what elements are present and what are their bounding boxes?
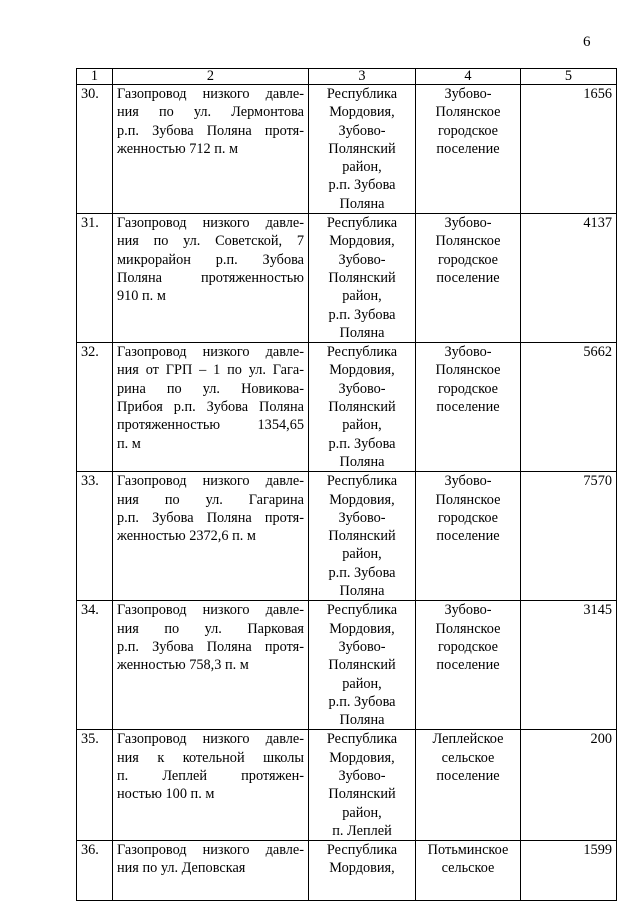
object-name-line: ния по ул. Гагарина (117, 491, 304, 508)
location-line: Мордовия, (329, 749, 395, 766)
column-number-row (77, 69, 617, 85)
object-name (113, 472, 309, 601)
settlement-line: Зубово- (444, 473, 492, 490)
location-line: Полянский (328, 269, 396, 286)
object-name-line: Газопровод низкого давле- (117, 731, 304, 748)
settlement-line: сельское (441, 860, 495, 877)
location-line: Зубово- (338, 509, 386, 526)
table-row (77, 85, 617, 214)
settlement-line: Полянское (435, 233, 501, 250)
location-line: Полянский (328, 528, 396, 545)
settlement (416, 214, 521, 343)
object-name-line: ностью 100 п. м (117, 786, 215, 803)
object-name-line: Газопровод низкого давле- (117, 344, 304, 361)
table-row (77, 601, 617, 730)
page-number: 6 (583, 34, 591, 50)
row-number: 33. (77, 472, 113, 601)
settlement-line: городское (437, 509, 499, 526)
location-line: Зубово- (338, 638, 386, 655)
location-line: Республика (326, 602, 398, 619)
object-name-line: Прибоя р.п. Зубова Поляна (117, 399, 304, 416)
location-line: Полянский (328, 786, 396, 803)
row-number: 34. (77, 601, 113, 730)
object-name-line: Газопровод низкого давле- (117, 86, 304, 102)
row-number: 32. (77, 343, 113, 472)
settlement-line: Полянское (435, 620, 501, 637)
object-location (309, 85, 416, 214)
settlement-line: Полянское (435, 491, 501, 508)
table-row (77, 343, 617, 472)
object-location (309, 601, 416, 730)
object-name (113, 85, 309, 214)
object-name-line: ния по ул. Лермонтова (117, 104, 304, 121)
location-line: Полянский (328, 657, 396, 674)
location-line: район, (342, 546, 382, 563)
settlement (416, 343, 521, 472)
object-name-line: Газопровод низкого давле- (117, 473, 304, 490)
object-value: 3145 (521, 601, 617, 730)
settlement-line: поселение (436, 657, 500, 674)
location-line: Республика (326, 86, 398, 102)
row-number: 35. (77, 730, 113, 841)
location-line: район, (342, 417, 382, 434)
table-row (77, 472, 617, 601)
object-value: 5662 (521, 343, 617, 472)
settlement-line: городское (437, 638, 499, 655)
object-name-line: рина по ул. Новикова- (117, 380, 304, 397)
object-location (309, 472, 416, 601)
settlement (416, 85, 521, 214)
object-location (309, 214, 416, 343)
location-line: Поляна (339, 324, 385, 341)
location-line: п. Леплей (332, 822, 392, 839)
object-name-line: женностью 712 п. м (117, 140, 239, 157)
settlement (416, 601, 521, 730)
object-name-line: р.п. Зубова Поляна протя- (117, 122, 304, 139)
settlement-line: поселение (436, 269, 500, 286)
object-name-line: Газопровод низкого давле- (117, 602, 304, 619)
object-name-line: ния по ул. Парковая (117, 620, 304, 637)
settlement-line: Зубово- (444, 602, 492, 619)
settlement-line: городское (437, 380, 499, 397)
location-line: Мордовия, (329, 362, 395, 379)
location-line: Зубово- (338, 380, 386, 397)
location-line: Республика (326, 473, 398, 490)
object-name-line: Газопровод низкого давле- (117, 215, 304, 232)
settlement-line: Зубово- (444, 344, 492, 361)
object-location (309, 730, 416, 841)
location-line: Республика (326, 344, 398, 361)
settlement-line: Зубово- (444, 215, 492, 232)
settlement-line: поселение (436, 399, 500, 416)
settlement (416, 730, 521, 841)
location-line: Полянский (328, 399, 396, 416)
column-header-3: 3 (309, 69, 416, 85)
settlement-line: Леплейское (432, 731, 504, 748)
settlement-line: Полянское (435, 362, 501, 379)
settlement (416, 472, 521, 601)
column-header-5: 5 (521, 69, 617, 85)
location-line: Зубово- (338, 251, 386, 268)
location-line: Зубово- (338, 122, 386, 139)
column-header-2: 2 (113, 69, 309, 85)
settlement (416, 841, 521, 901)
object-value: 1656 (521, 85, 617, 214)
location-line: Зубово- (338, 767, 386, 784)
object-name-line: ния по ул. Деповская (117, 860, 246, 877)
object-name-line: женностью 758,3 п. м (117, 657, 249, 674)
location-line: район, (342, 288, 382, 305)
location-line: Мордовия, (329, 620, 395, 637)
location-line: Мордовия, (329, 860, 395, 877)
object-name-line: р.п. Зубова Поляна протя- (117, 638, 304, 655)
object-value: 4137 (521, 214, 617, 343)
object-name-line: р.п. Зубова Поляна протя- (117, 509, 304, 526)
settlement-line: городское (437, 122, 499, 139)
object-name-line: ния по ул. Советской, 7 (117, 233, 304, 250)
location-line: Поляна (339, 583, 385, 600)
column-header-1: 1 (77, 69, 113, 85)
location-line: р.п. Зубова (328, 693, 396, 710)
settlement-line: городское (437, 251, 499, 268)
settlement-line: Потьминское (427, 842, 509, 859)
location-line: Поляна (339, 195, 385, 212)
object-value: 200 (521, 730, 617, 841)
object-name (113, 343, 309, 472)
column-header-4: 4 (416, 69, 521, 85)
object-value: 7570 (521, 472, 617, 601)
gas-pipeline-table (76, 68, 617, 901)
location-line: Полянский (328, 140, 396, 157)
row-number: 31. (77, 214, 113, 343)
location-line: район, (342, 675, 382, 692)
object-name (113, 214, 309, 343)
settlement-line: Полянское (435, 104, 501, 121)
object-name (113, 601, 309, 730)
settlement-line: Зубово- (444, 86, 492, 102)
location-line: р.п. Зубова (328, 435, 396, 452)
location-line: Мордовия, (329, 104, 395, 121)
location-line: Мордовия, (329, 491, 395, 508)
settlement-line: поселение (436, 767, 500, 784)
object-name-line: Газопровод низкого давле- (117, 842, 304, 859)
settlement-line: поселение (436, 528, 500, 545)
object-name-line: п. м (117, 435, 141, 452)
location-line: Республика (326, 731, 398, 748)
location-line: район, (342, 804, 382, 821)
object-name (113, 730, 309, 841)
object-name-line: женностью 2372,6 п. м (117, 528, 256, 545)
object-name-line: микрорайон р.п. Зубова (117, 251, 304, 268)
location-line: р.п. Зубова (328, 177, 396, 194)
object-name-line: протяженностью 1354,65 (117, 417, 304, 434)
object-name-line: 910 п. м (117, 288, 166, 305)
table-row (77, 841, 617, 901)
object-name-line: п. Леплей протяжен- (117, 767, 304, 784)
table-row (77, 730, 617, 841)
object-name-line: Поляна протяженностью (117, 269, 304, 286)
location-line: Поляна (339, 453, 385, 470)
row-number: 30. (77, 85, 113, 214)
row-number: 36. (77, 841, 113, 901)
object-name-line: ния к котельной школы (117, 749, 304, 766)
location-line: Республика (326, 842, 398, 859)
object-name (113, 841, 309, 901)
location-line: Поляна (339, 712, 385, 729)
location-line: район, (342, 159, 382, 176)
location-line: Республика (326, 215, 398, 232)
settlement-line: поселение (436, 140, 500, 157)
settlement-line: сельское (441, 749, 495, 766)
object-location (309, 343, 416, 472)
location-line: Мордовия, (329, 233, 395, 250)
object-value: 1599 (521, 841, 617, 901)
location-line: р.п. Зубова (328, 564, 396, 581)
object-name-line: ния от ГРП – 1 по ул. Гага- (117, 362, 304, 379)
table-row (77, 214, 617, 343)
location-line: р.п. Зубова (328, 306, 396, 323)
object-location (309, 841, 416, 901)
